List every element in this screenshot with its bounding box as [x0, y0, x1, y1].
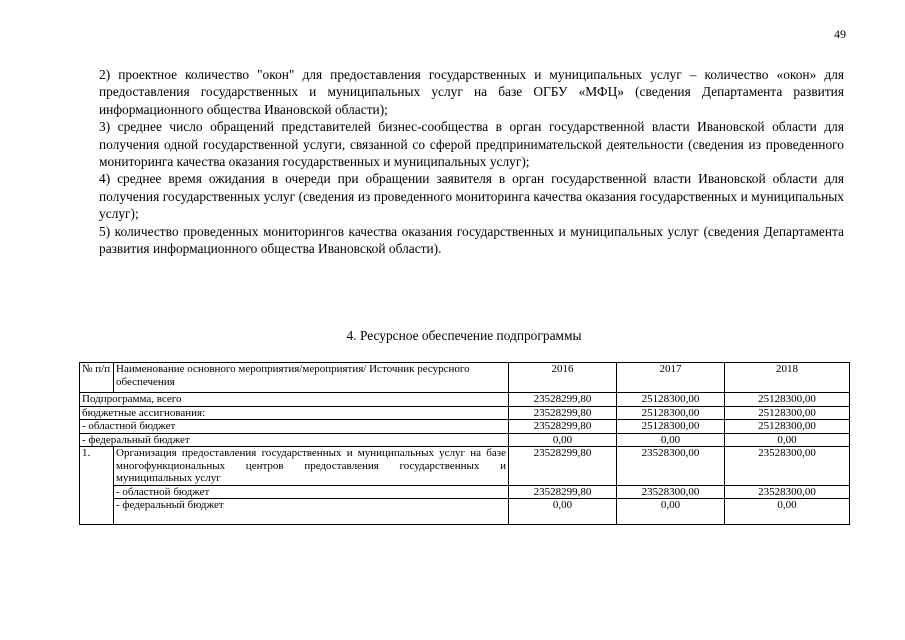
table-row [80, 485, 850, 499]
header-name: Наименование основного мероприятия/мероприятия/ Источник ресурсного обеспечения [114, 363, 509, 393]
resource-table [79, 362, 850, 525]
paragraph-4: 4) среднее время ожидания в очереди при обращении заявителя в орган государственной власти Ивановской области для получения государственных услуг (сведения из проведенного мониторинга качества оказания государственных и муниципальных услуг); [99, 171, 844, 222]
value-2017: 25128300,00 [617, 406, 725, 420]
header-year-2017: 2017 [617, 363, 725, 393]
value-2018: 0,00 [725, 433, 850, 447]
value-2016: 0,00 [509, 433, 617, 447]
section-title: 4. Ресурсное обеспечение подпрограммы [346, 328, 582, 343]
item-label: Организация предоставления государственных и муниципальных услуг на базе многофункциональных центров предоставления государственных и муниципальных услуг [114, 447, 509, 486]
table-row [80, 406, 850, 420]
value-2016: 23528299,80 [509, 485, 617, 499]
table-row-item [80, 447, 850, 486]
table-header-row [80, 363, 850, 393]
value-2016: 23528299,80 [509, 406, 617, 420]
header-year-2018: 2018 [725, 363, 850, 393]
item-num: 1. [80, 447, 114, 525]
row-label: Подпрограмма, всего [80, 393, 509, 407]
value-2017: 25128300,00 [617, 420, 725, 434]
table-row [80, 393, 850, 407]
row-label: - федеральный бюджет [114, 499, 509, 525]
value-2017: 0,00 [617, 433, 725, 447]
header-num: № п/п [80, 363, 114, 393]
value-2018: 25128300,00 [725, 406, 850, 420]
value-2018: 23528300,00 [725, 447, 850, 486]
header-year-2016: 2016 [509, 363, 617, 393]
value-2016: 23528299,80 [509, 447, 617, 486]
row-label: - федеральный бюджет [80, 433, 509, 447]
table-row [80, 420, 850, 434]
value-2018: 0,00 [725, 499, 850, 525]
paragraph-3: 3) среднее число обращений представителей бизнес-сообщества в орган государственной власти Ивановской области для получения одной государственной услуги, связанной со сферой предпринимательской деятельности (сведения из проведенного мониторинга качества оказания государственных и муниципальных услуг); [99, 119, 844, 170]
row-label: - областной бюджет [80, 420, 509, 434]
body-text [99, 66, 844, 257]
value-2018: 23528300,00 [725, 485, 850, 499]
value-2017: 23528300,00 [617, 485, 725, 499]
value-2016: 23528299,80 [509, 420, 617, 434]
row-label: бюджетные ассигнования: [80, 406, 509, 420]
paragraph-2: 2) проектное количество "окон" для предоставления государственных и муниципальных услуг – количество «окон» для предоставления государственных и муниципальных услуг на базе ОГБУ «МФЦ» (сведения Департамента развития информационного общества Ивановской области); [99, 67, 844, 117]
paragraph-5: 5) количество проведенных мониторингов качества оказания государственных и муниципальных услуг (сведения Департамента развития информационного общества Ивановской области). [99, 223, 844, 257]
value-2017: 25128300,00 [617, 393, 725, 407]
value-2018: 25128300,00 [725, 393, 850, 407]
value-2018: 25128300,00 [725, 420, 850, 434]
row-label: - областной бюджет [114, 485, 509, 499]
page-number: 49 [834, 27, 846, 41]
table-row [80, 499, 850, 525]
value-2016: 23528299,80 [509, 393, 617, 407]
value-2017: 23528300,00 [617, 447, 725, 486]
value-2017: 0,00 [617, 499, 725, 525]
value-2016: 0,00 [509, 499, 617, 525]
table-row [80, 433, 850, 447]
